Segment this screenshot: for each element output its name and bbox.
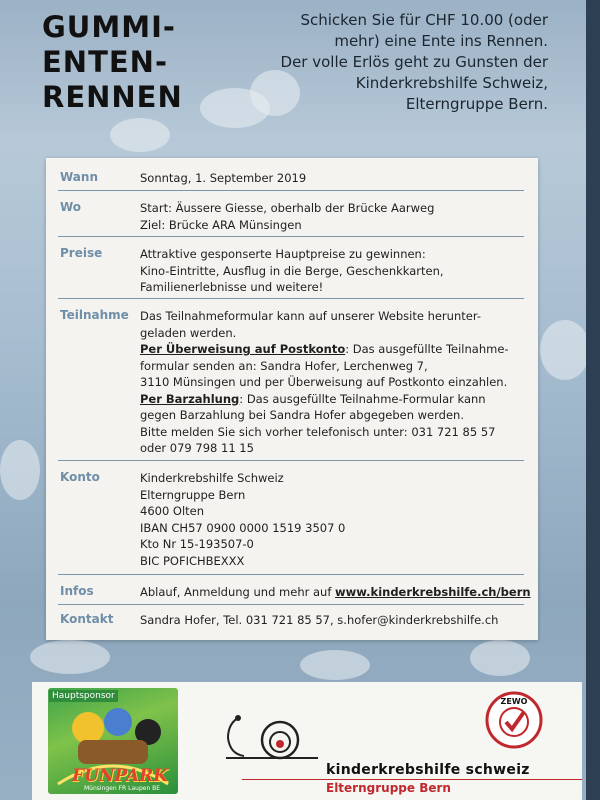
headline-line-3: RENNEN	[42, 80, 183, 114]
row-teilnahme	[58, 308, 524, 461]
duck-shape	[540, 320, 590, 380]
headline	[42, 10, 183, 115]
org-subtitle: Elterngruppe Bern	[326, 781, 451, 795]
value-line: Sandra Hofer, Tel. 031 721 85 57, s.hofer@kinderkrebshilfe.ch	[140, 613, 499, 627]
zewo-text: ZEWO	[500, 697, 528, 706]
headline-line-2: ENTEN-	[42, 45, 168, 79]
row-label: Teilnahme	[60, 308, 129, 322]
info-panel	[46, 158, 538, 640]
value-line: Attraktive gesponserte Hauptpreise zu gewinnen:	[140, 247, 426, 261]
row-value	[140, 170, 524, 187]
duck-shape	[300, 650, 370, 680]
row-konto	[58, 470, 524, 575]
text-span: : Das ausgefüllte Teilnahme-	[345, 342, 509, 356]
value-line: 4600 Olten	[140, 504, 205, 518]
text-span: : Das ausgefüllte Teilnahme-Formular kann	[239, 391, 486, 406]
intro-line: Elterngruppe Bern.	[405, 95, 548, 113]
sponsor-name: FUNPARK	[72, 766, 169, 786]
intro-line: Schicken Sie für CHF 10.00 (oder	[300, 11, 548, 29]
row-value	[140, 584, 531, 601]
row-value	[140, 200, 524, 233]
value-line	[140, 584, 531, 601]
website-link[interactable]: www.kinderkrebshilfe.ch/bern	[335, 585, 531, 599]
headline-line-1: GUMMI-	[42, 10, 176, 44]
intro-text	[218, 10, 548, 115]
org-name: kinderkrebshilfe schweiz	[326, 762, 530, 778]
duck-shape	[470, 640, 530, 676]
value-line: geladen werden.	[140, 325, 237, 340]
value-line: Bitte melden Sie sich vorher telefonisch unter: 031 721 85 57	[140, 424, 496, 439]
value-line: Ziel: Brücke ARA Münsingen	[140, 217, 302, 232]
org-divider	[242, 779, 582, 780]
sponsor-locations: Münsingen FR Laupen BE	[84, 785, 161, 792]
sponsor-label: Hauptsponsor	[49, 690, 118, 702]
value-line: gegen Barzahlung bei Sandra Hofer abgegeben werden.	[140, 408, 464, 422]
duck-shape	[110, 118, 170, 152]
row-kontakt	[58, 612, 524, 632]
value-line: Start: Äussere Giesse, oberhalb der Brücke Aarweg	[140, 201, 435, 215]
value-line: Das Teilnahmeformular kann auf unserer Website herunter-	[140, 309, 481, 323]
value-line: Familienerlebnisse und weitere!	[140, 280, 324, 294]
snail-logo-icon	[222, 714, 322, 764]
value-line: Kto Nr 15-193507-0	[140, 537, 254, 551]
zewo-seal-icon	[484, 690, 544, 750]
footer	[32, 682, 582, 800]
value-line: BIC POFICHBEXXX	[140, 553, 245, 568]
intro-line: mehr) eine Ente ins Rennen.	[334, 32, 548, 50]
row-value	[140, 246, 524, 296]
value-line: Elterngruppe Bern	[140, 487, 246, 502]
ueberweisung-heading: Per Überweisung auf Postkonto	[140, 342, 346, 356]
duck-shape	[0, 440, 40, 500]
row-wann	[58, 170, 524, 191]
barzahlung-heading: Per Barzahlung	[140, 391, 240, 406]
row-preise	[58, 246, 524, 299]
row-label: Wann	[60, 170, 98, 184]
row-label: Infos	[60, 584, 94, 598]
row-label: Konto	[60, 470, 100, 484]
value-line: formular senden an: Sandra Hofer, Lerchenweg 7,	[140, 358, 428, 373]
value-line	[140, 341, 524, 358]
value-line: Sonntag, 1. September 2019	[140, 171, 307, 185]
row-wo	[58, 200, 524, 237]
row-value	[140, 470, 524, 569]
row-label: Wo	[60, 200, 82, 214]
value-line: oder 079 798 11 15	[140, 441, 254, 455]
value-line: IBAN CH57 0900 0000 1519 3507 0	[140, 520, 346, 535]
value-line: Kino-Eintritte, Ausflug in die Berge, Geschenkkarten,	[140, 263, 444, 278]
intro-line: Der volle Erlös geht zu Gunsten der	[280, 53, 548, 71]
value-line	[140, 391, 524, 408]
row-label: Preise	[60, 246, 103, 260]
duck-shape	[30, 640, 110, 674]
value-line: Kinderkrebshilfe Schweiz	[140, 471, 284, 485]
text-span: Ablauf, Anmeldung und mehr auf	[140, 585, 336, 599]
row-value	[140, 612, 524, 629]
intro-line: Kinderkrebshilfe Schweiz,	[355, 74, 548, 92]
page-edge	[586, 0, 600, 800]
row-value	[140, 308, 524, 457]
row-label: Kontakt	[60, 612, 114, 626]
row-infos	[58, 584, 531, 605]
value-line: 3110 Münsingen und per Überweisung auf Postkonto einzahlen.	[140, 375, 508, 389]
